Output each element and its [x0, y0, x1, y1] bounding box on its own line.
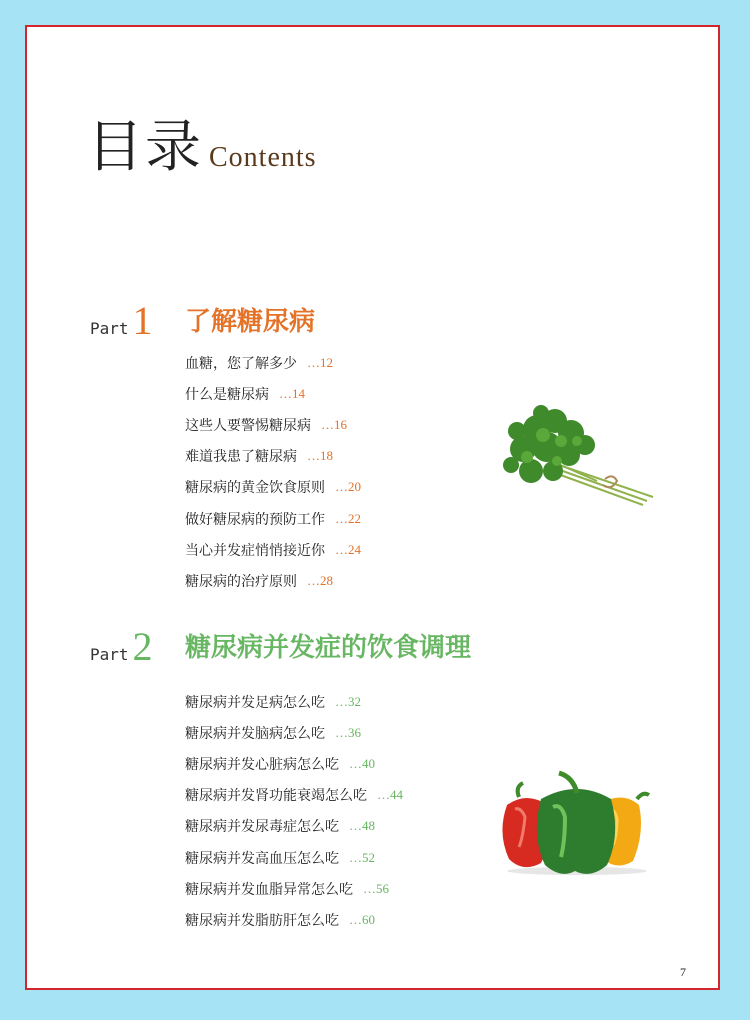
toc-item-label: 难道我患了糖尿病 [185, 449, 297, 466]
toc-item-label: 糖尿病并发足病怎么吃 [185, 694, 325, 711]
toc-item-label: 什么是糖尿病 [185, 386, 269, 403]
toc-item-label: 糖尿病并发血脂异常怎么吃 [185, 881, 353, 898]
toc-item[interactable] [185, 472, 361, 503]
part-1-list [185, 347, 361, 597]
coriander-image [497, 399, 667, 519]
bell-peppers-image [497, 765, 657, 877]
page-number: 7 [680, 965, 686, 979]
toc-item-page: …44 [377, 787, 403, 803]
toc-item[interactable] [185, 904, 403, 935]
toc-item[interactable] [185, 686, 403, 717]
toc-item[interactable] [185, 441, 361, 472]
toc-item-label: 糖尿病并发肾功能衰竭怎么吃 [185, 788, 367, 805]
toc-item-page: …52 [349, 849, 375, 865]
toc-item-page: …36 [335, 724, 361, 740]
part-1-number: 1 [132, 298, 153, 343]
part-1-word: Part [90, 319, 129, 338]
toc-item-page: …56 [363, 880, 389, 896]
toc-item-label: 糖尿病并发尿毒症怎么吃 [185, 819, 339, 836]
toc-item-label: 当心并发症悄悄接近你 [185, 542, 325, 559]
toc-item-page: …20 [335, 479, 361, 495]
toc-item[interactable] [185, 842, 403, 873]
toc-item[interactable] [185, 409, 361, 440]
toc-item-page: …22 [335, 510, 361, 526]
toc-item[interactable] [185, 811, 403, 842]
toc-item-label: 糖尿病并发脂肪肝怎么吃 [185, 912, 339, 929]
toc-item[interactable] [185, 873, 403, 904]
toc-item-page: …32 [335, 693, 361, 709]
toc-item-label: 血糖，您了解多少 [185, 355, 297, 372]
toc-item-page: …24 [335, 541, 361, 557]
toc-item-label: 糖尿病并发脑病怎么吃 [185, 725, 325, 742]
toc-item[interactable] [185, 378, 361, 409]
toc-item[interactable] [185, 503, 361, 534]
toc-item-page: …12 [307, 354, 333, 370]
part-2-number: 2 [132, 624, 153, 669]
toc-item-label: 做好糖尿病的预防工作 [185, 511, 325, 528]
toc-item[interactable] [185, 748, 403, 779]
toc-item-label: 糖尿病并发心脏病怎么吃 [185, 756, 339, 773]
toc-item-page: …18 [307, 448, 333, 464]
toc-item-page: …16 [321, 416, 347, 432]
toc-item[interactable] [185, 780, 403, 811]
part-2-word: Part [90, 645, 129, 664]
toc-item-page: …48 [349, 818, 375, 834]
title-english: Contents [209, 142, 317, 173]
title-chinese: 目录 [87, 115, 203, 180]
part-2-title: 糖尿病并发症的饮食调理 [185, 633, 472, 663]
toc-item-label: 糖尿病并发高血压怎么吃 [185, 850, 339, 867]
toc-item-page: …60 [349, 911, 375, 927]
toc-item[interactable] [185, 717, 403, 748]
toc-item[interactable] [185, 534, 361, 565]
toc-item-page: …28 [307, 572, 333, 588]
part-2-heading [90, 623, 153, 670]
toc-item[interactable] [185, 347, 361, 378]
page-title [87, 103, 317, 183]
toc-item-page: …14 [279, 385, 305, 401]
part-2-list [185, 686, 403, 936]
toc-item-label: 糖尿病的治疗原则 [185, 573, 297, 590]
toc-page [25, 25, 720, 990]
toc-item-page: …40 [349, 755, 375, 771]
part-1-heading [90, 297, 153, 344]
toc-item-label: 糖尿病的黄金饮食原则 [185, 480, 325, 497]
toc-item[interactable] [185, 565, 361, 596]
toc-item-label: 这些人要警惕糖尿病 [185, 417, 311, 434]
part-1-title: 了解糖尿病 [185, 307, 316, 337]
